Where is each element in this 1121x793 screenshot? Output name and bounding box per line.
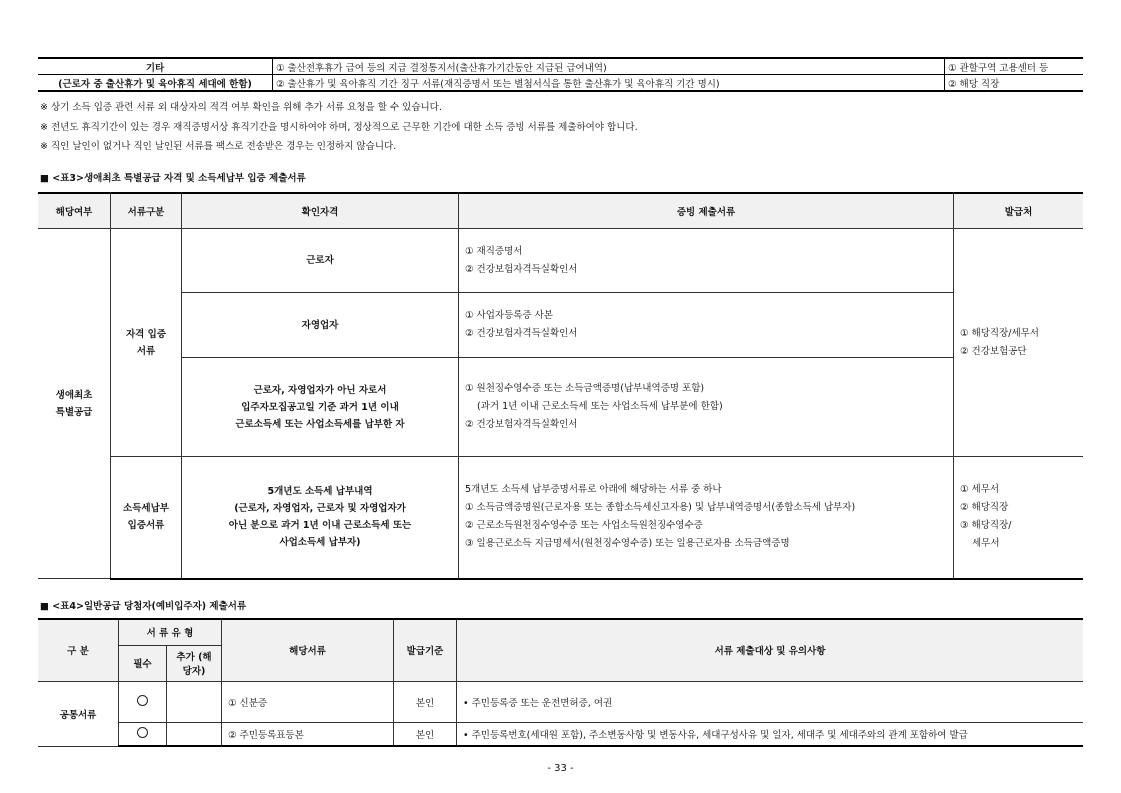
t4-row2-basis: 본인 [394, 722, 457, 746]
note-3: ※ 직인 날인이 없거나 직인 날인된 서류를 팩스로 전송받은 경우는 인정하지 않습니다. [40, 141, 397, 152]
t3-header-issuer: 발급처 [954, 193, 1084, 229]
t3-header-qualification: 확인자격 [182, 193, 459, 229]
other-issuer-1: ① 관할구역 고용센터 등 [945, 58, 1084, 75]
t3-qual-group: 자격 입증서류 [111, 229, 182, 457]
t4-row2-doc: ② 주민등록표등본 [222, 722, 394, 746]
t3-tax-issuers: ① 세무서 ② 해당직장 ③ 해당직장/ 세무서 [954, 457, 1084, 579]
t3-docs-worker: ① 재직증명서 ② 건강보험자격득실확인서 [459, 229, 954, 293]
t4-row1-basis: 본인 [394, 681, 457, 722]
other-issuer-2: ② 해당 직장 [945, 75, 1084, 92]
note-2: ※ 전년도 휴직기간이 있는 경우 재직증명서상 휴직기간을 명시하여야 하며, 정상적으로 근무한 기간에 대한 소득 증빙 서류를 제출하여야 합니다. [40, 121, 638, 133]
t3-qual-issuers: ① 해당직장/세무서 ② 건강보험공단 [954, 229, 1084, 457]
required-circle-icon [137, 695, 148, 706]
required-circle-icon [137, 727, 148, 738]
t4-header-basis: 발급기준 [394, 619, 457, 681]
t4-row1-note: • 주민등록증 또는 운전면허증, 여권 [457, 681, 1084, 722]
t4-row1-extra [167, 681, 222, 722]
t3-qual-worker: 근로자 [182, 229, 459, 293]
t4-header-category: 구 분 [38, 619, 119, 681]
notes [40, 98, 638, 157]
t3-qual-other: 근로자, 자영업자가 아닌 자로서 입주자모집공고일 기준 과거 1년 이내 근로소득세 또는 사업소득세를 납부한 자 [182, 358, 459, 457]
table3-heading: ■ <표3>생애최초 특별공급 자격 및 소득세납부 입증 제출서류 [40, 173, 306, 184]
t4-header-type: 서 류 유 형 [119, 619, 222, 645]
t4-row1-required [119, 681, 167, 722]
t4-row2-extra [167, 722, 222, 746]
t3-category: 생애최초 특별공급 [38, 229, 111, 579]
table4-heading: ■ <표4>일반공급 당첨자(예비입주자) 제출서류 [40, 601, 247, 612]
t3-docs-selfemployed: ① 사업자등록증 사본 ② 건강보험자격득실확인서 [459, 293, 954, 358]
note-1: ※ 상기 소득 입증 관련 서류 외 대상자의 적격 여부 확인을 위해 추가 서류 요청을 할 수 있습니다. [40, 102, 442, 113]
t4-header-notes: 서류 제출대상 및 유의사항 [457, 619, 1084, 681]
t3-docs-other: ① 원천징수영수증 또는 소득금액증명(납부내역증명 포함) (과거 1년 이내 근로소득세 또는 사업소득세 납부분에 한함) ② 건강보험자격득실확인서 [459, 358, 954, 457]
t3-header-documents: 증빙 제출서류 [459, 193, 954, 229]
t3-header-type: 서류구분 [111, 193, 182, 229]
t4-header-required: 필수 [119, 645, 167, 681]
first-home-docs-table [38, 192, 1083, 580]
t4-group: 공통서류 [38, 681, 119, 746]
t3-qual-tax: 5개년도 소득세 납부내역 (근로자, 자영업자, 근로자 및 자영업자가 아닌 분으로 과거 1년 이내 근로소득세 또는 사업소득세 납부자) [182, 457, 459, 579]
t4-row2-required [119, 722, 167, 746]
t3-qual-selfemployed: 자영업자 [182, 293, 459, 358]
general-supply-docs-table [38, 618, 1083, 747]
t4-header-doc: 해당서류 [222, 619, 394, 681]
other-title: 기타 [38, 58, 273, 75]
t4-row1-doc: ① 신분증 [222, 681, 394, 722]
other-docs-table [38, 57, 1083, 92]
t3-docs-tax: 5개년도 소득세 납부증명서류로 아래에 해당하는 서류 중 하나 ① 소득금액증명원(근로자용 또는 종합소득세신고자용) 및 납부내역증명서(종합소득세 납부자) ② 근로소득원천징수영수증 또는 사업소득원천징수영수증 ③ 일용근로소득 지급명세서(원천징수영수증) 또는 일용근로자용 소득금액증명 [459, 457, 954, 579]
t3-header-eligibility: 해당여부 [38, 193, 111, 229]
page-number: - 33 - [547, 763, 574, 774]
t4-row2-note: • 주민등록번호(세대원 포함), 주소변동사항 및 변동사유, 세대구성사유 및 일자, 세대주 및 세대주와의 관계 포함하여 발급 [457, 722, 1084, 746]
other-doc-2: ② 출산휴가 및 육아휴직 기간 징구 서류(재직증명서 또는 별첨서식을 통한 출산휴가 및 육아휴직 기간 명시) [273, 75, 945, 92]
other-subtitle: (근로자 중 출산휴가 및 육아휴직 세대에 한함) [38, 75, 273, 92]
other-doc-1: ① 출산전후휴가 급여 등의 지급 결정통지서(출산휴가기간동안 지급된 급여내역) [273, 58, 945, 75]
t3-tax-group: 소득세납부 입증서류 [111, 457, 182, 579]
t4-header-extra: 추가 (해당자) [167, 645, 222, 681]
